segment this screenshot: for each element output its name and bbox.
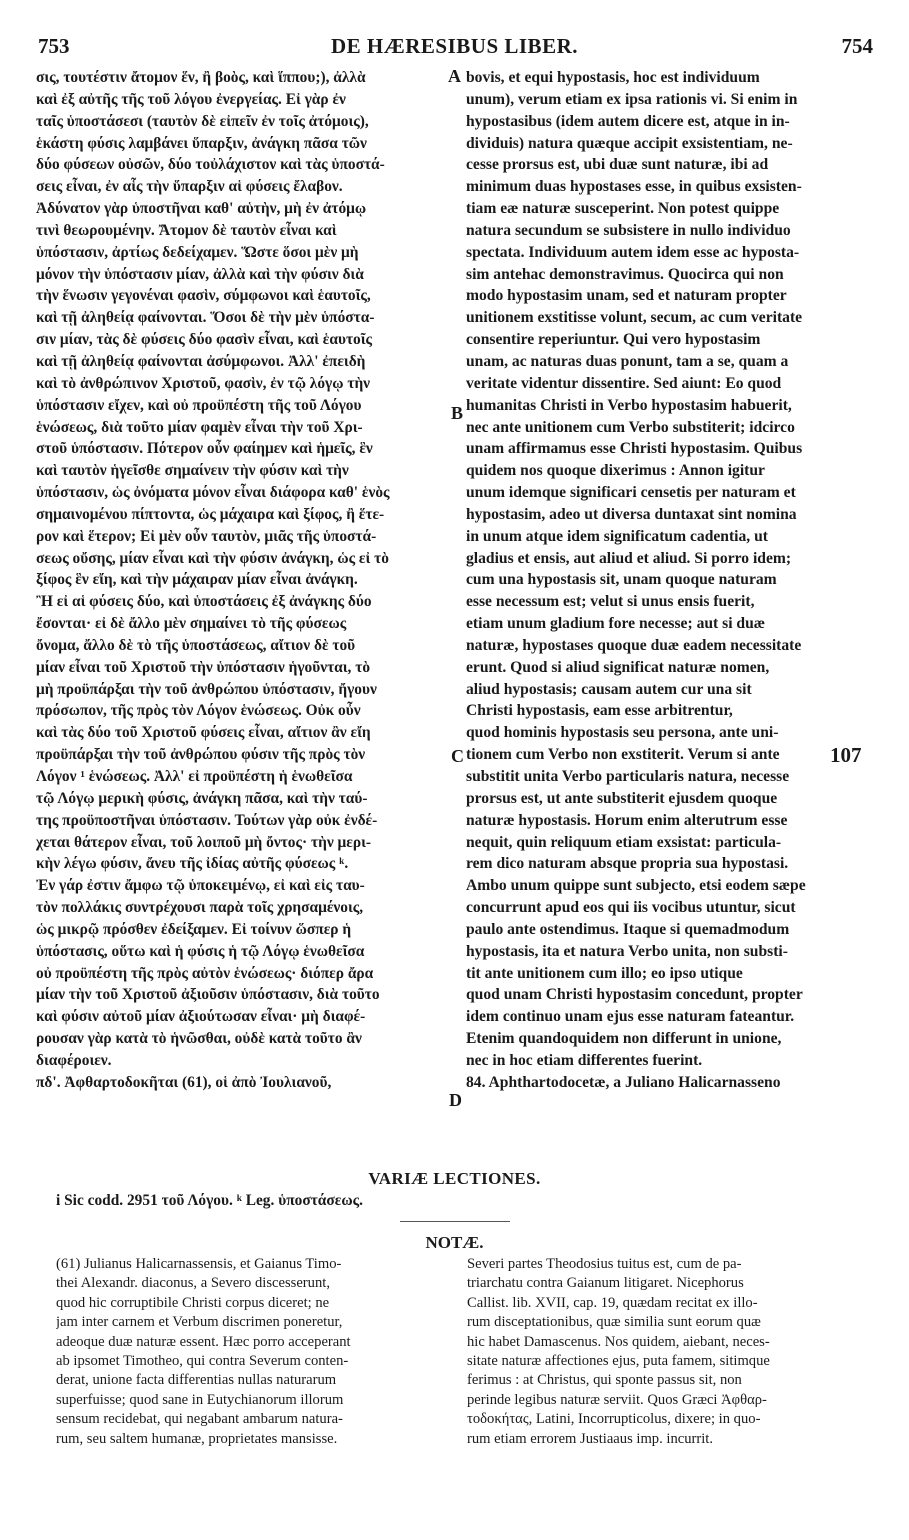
- note-line: rum etiam errorem Justiaaus imp. incurrit.: [467, 1430, 713, 1447]
- greek-text-line: οὐ προϋπέστη τῆς πρὸς αὐτὸν ἑνώσεως· διόπερ ἄρα: [36, 964, 374, 982]
- latin-text-line: modo hypostasim unam, sed et naturam propter: [466, 287, 787, 305]
- greek-text-line: διαφέροιεν.: [36, 1051, 112, 1069]
- latin-text-line: spectata. Individuum autem idem esse ac hyposta-: [466, 243, 800, 261]
- note-line: derat, unione facta differentias nullas naturarum: [56, 1372, 337, 1389]
- latin-text-line: unitionem exstitisse volunt, secum, ac cum veritate: [466, 309, 803, 327]
- note-line: triarchatu contra Gaianum litigaret. Nicephorus: [467, 1275, 744, 1292]
- greek-text-line: καὶ τῇ ἀληθείᾳ φαίνονται ἀσύμφωνοι. Ἀλλ' ἐπειδὴ: [36, 352, 366, 370]
- greek-text-line: προϋπάρξαι τὴν τοῦ ἀνθρώπου φύσιν τῆς πρὸς τὸν: [36, 746, 366, 764]
- latin-text-line: quod hominis hypostasis seu persona, ante uni-: [466, 724, 779, 742]
- note-line: ferimus : at Christus, qui sponte passus sit, non: [467, 1372, 742, 1389]
- right-page-number: 754: [841, 34, 873, 58]
- variae-lectiones-line: i Sic codd. 2951 τοῦ Λόγου. ᵏ Leg. ὑποστάσεως.: [56, 1192, 363, 1209]
- greek-text-line: ὡς μικρῷ πρόσθεν ἐδείξαμεν. Εἰ τοίνυν ὥσπερ ἡ: [36, 920, 352, 938]
- note-line: quod hic corruptibile Christi corpus diceret; ne: [56, 1294, 330, 1311]
- latin-text-line: humanitas Christi in Verbo hypostasim habuerit,: [466, 396, 792, 414]
- latin-text-line: quidem nos quoque dixerimus : Annon igitur: [466, 462, 765, 480]
- note-line: τοδοκήτας, Latini, Incorrupticolus, dixere; in quo-: [467, 1411, 761, 1428]
- greek-text-line: στοῦ ὑπόστασιν. Πότερον οὖν φαίημεν καὶ ἡμεῖς, ἓν: [36, 440, 373, 458]
- note-line: jam inter carnem et Verbum discrimen poneretur,: [56, 1314, 343, 1331]
- latin-text-column: [466, 67, 871, 1094]
- greek-text-line: ξίφος ἓν εἴη, καὶ τὴν μάχαιραν μίαν εἶναι ἀνάγκη.: [36, 571, 358, 589]
- latin-text-line: naturæ, hypostases quoque duæ eadem necessitate: [466, 636, 802, 654]
- greek-text-line: ὑπόστασις, οὕτω καὶ ἡ φύσις ἡ τῷ Λόγῳ ἑνωθεῖσα: [36, 942, 365, 960]
- latin-text-line: prorsus est, ut ante substiterit ejusdem quoque: [466, 789, 778, 807]
- greek-text-line: μὴ προϋπάρξαι τὴν τοῦ ἀνθρώπου ὑπόστασιν, ἤγουν: [36, 680, 377, 698]
- latin-text-line: nequit, quin reliquum etiam exsistat: particula-: [466, 833, 782, 851]
- greek-text-line: ρον καὶ ἕτερον; Εἰ μὲν οὖν ταυτὸν, μιᾶς τῆς ὑποστά-: [36, 527, 377, 545]
- latin-text-line: nec ante unitionem cum Verbo substiterit; idcirco: [466, 418, 795, 436]
- greek-text-line: καὶ φύσιν αὐτοῦ μίαν ἀξιούτωσαν εἶναι· μὴ διαφέ-: [36, 1008, 366, 1026]
- latin-text-line: natura secundum se subsistere in nullo individuo: [466, 221, 791, 239]
- latin-text-line: gladius et ensis, aut aliud et aliud. Si porro idem;: [466, 549, 792, 567]
- latin-text-line: quod unam Christi hypostasim concedunt, propter: [466, 986, 803, 1004]
- note-line: (61) Julianus Halicarnassensis, et Gaianus Timo-: [56, 1256, 342, 1272]
- greek-text-line: ὄνομα, ἄλλο δὲ τὸ τῆς ὑποστάσεως, αἴτιον δὲ τοῦ: [36, 636, 356, 654]
- latin-text-line: etiam unum gladium fore necesse; aut si duæ: [466, 615, 766, 633]
- latin-text-line: tit ante unitionem cum illo; eo ipso utique: [466, 964, 743, 982]
- greek-text-line: Ἐν γάρ ἐστιν ἄμφω τῷ ὑποκειμένῳ, εἰ καὶ εἰς ταυ-: [36, 877, 365, 895]
- greek-text-line: ταῖς ὑποστάσεσι (ταυτὸν δὲ εἰπεῖν ἐν τοῖς ἀτόμοις),: [36, 112, 369, 130]
- running-title: DE HÆRESIBUS LIBER.: [331, 34, 578, 58]
- greek-text-line: χεται θάτερον εἶναι, τοῦ λοιποῦ μὴ ὄντος· τὴν μερι-: [36, 833, 371, 851]
- greek-text-line: τινὶ θεωρουμένην. Ἄτομον δὲ ταυτὸν εἶναι καὶ: [36, 221, 337, 239]
- margin-letter-b: B: [451, 403, 464, 423]
- margin-letter-d: D: [449, 1090, 462, 1110]
- note-line: thei Alexandr. diaconus, a Severo discesserunt,: [56, 1275, 330, 1292]
- greek-text-line: σεις εἶναι, ἐν αἷς τὴν ὕπαρξιν αἱ φύσεις ἔλαβον.: [36, 178, 343, 196]
- note-line: sensum recidebat, qui negabant ambarum natura-: [56, 1411, 343, 1428]
- latin-text-line: concurrunt apud eos qui iis vocibus utuntur, sicut: [466, 899, 796, 917]
- latin-text-line: in unum atque idem significatum cadentia, ut: [466, 527, 768, 545]
- greek-text-line: σημαινομένου πίπτοντα, ὡς μάχαιρα καὶ ξίφος, ἢ ἕτε-: [36, 505, 385, 523]
- greek-text-line: δύο φύσεων οὐσῶν, δύο τοὐλάχιστον καὶ τὰς ὑποστά-: [36, 156, 385, 174]
- greek-text-line: καὶ τὸ ἀνθρώπινον Χριστοῦ, φασὶν, ἐν τῷ λόγῳ τὴν: [36, 374, 371, 392]
- margin-letter-c: C: [451, 746, 464, 766]
- margin-letter-a: A: [448, 66, 461, 86]
- greek-text-line: ρουσαν γὰρ κατὰ τὸ ἡνῶσθαι, οὐδὲ κατὰ τοῦτο ἂν: [36, 1030, 362, 1048]
- greek-text-line: σεως οὔσης, μίαν εἶναι καὶ τὴν φύσιν ἀνάγκη, ὡς εἰ τὸ: [36, 549, 389, 567]
- latin-text-line: veritate videntur dissentire. Sed aiunt: Eo quod: [466, 374, 782, 392]
- latin-text-line: tionem cum Verbo non exstiterit. Verum si ante: [466, 746, 780, 764]
- latin-text-line: unum idemque significari censetis per naturam et: [466, 484, 796, 502]
- latin-text-line: erunt. Quod si aliud significat naturæ nomen,: [466, 658, 770, 676]
- latin-text-line: hypostasim, adeo ut diversa duntaxat sint nomina: [466, 505, 797, 523]
- greek-text-line: ὑπόστασιν εἴχεν, καὶ οὐ προϋπέστη τῆς τοῦ Λόγου: [36, 396, 362, 414]
- column-number: 107: [830, 743, 862, 767]
- latin-text-line: minimum duas hypostases esse, in quibus exsisten-: [466, 178, 802, 196]
- latin-text-line: Ambo unum quippe sunt subjecto, etsi eodem sæpe: [466, 877, 806, 895]
- latin-text-line: tiam eæ naturæ susceperint. Non potest quippe: [466, 200, 780, 218]
- greek-text-line: τῷ Λόγῳ μερικὴ φύσις, ἀνάγκη πᾶσα, καὶ τὴν ταύ-: [36, 789, 368, 807]
- greek-text-line: σιν μίαν, τὰς δὲ φύσεις δύο φασὶν εἶναι, καὶ ἑαυτοῖς: [36, 331, 372, 349]
- greek-text-line: μίαν εἶναι τοῦ Χριστοῦ τὴν ὑπόστασιν ἡγοῦνται, τὸ: [36, 658, 371, 676]
- greek-text-line: πδ'. Ἀφθαρτοδοκῆται (61), οἱ ἀπὸ Ἰουλιανοῦ,: [36, 1073, 332, 1091]
- latin-text-line: unum), verum etiam ex ipsa rationis vi. Si enim in: [466, 90, 798, 108]
- latin-text-line: rem dico naturam absque propria sua hypostasi.: [466, 855, 789, 873]
- notae-heading: NOTÆ.: [425, 1233, 484, 1252]
- left-page-number: 753: [38, 34, 70, 58]
- note-line: Callist. lib. XVII, cap. 19, quædam recitat ex illo-: [467, 1294, 758, 1311]
- greek-text-line: ὑπόστασιν, ἀρτίως δεδείχαμεν. Ὥστε ὅσοι μὲν μὴ: [36, 243, 359, 261]
- latin-text-line: substitit unita Verbo particularis natura, necesse: [466, 768, 790, 785]
- note-line: superfuisse; quod sane in Eutychianorum illorum: [56, 1391, 344, 1408]
- note-line: adeoque duæ naturæ essent. Hæc porro acceperant: [56, 1333, 351, 1350]
- greek-text-line: ἑκάστη φύσις λαμβάνει ὕπαρξιν, ἀνάγκη πᾶσα τῶν: [36, 134, 367, 152]
- greek-text-line: Ἀδύνατον γὰρ ὑποστῆναι καθ' αὑτὴν, μὴ ἐν ἀτόμῳ: [36, 200, 367, 218]
- latin-text-line: Christi hypostasis, eam esse arbitrentur,: [466, 702, 733, 720]
- latin-text-line: idem continuo unam ejus esse naturam fateantur.: [466, 1008, 795, 1026]
- greek-text-column: [36, 67, 458, 1094]
- note-line: rum disceptationibus, quæ similia sunt eorum quæ: [467, 1314, 761, 1331]
- latin-text-line: nec in hoc etiam differentes fuerint.: [466, 1051, 703, 1069]
- latin-text-line: hypostasibus (idem autem dicere est, atque in in-: [466, 112, 790, 130]
- greek-text-line: μίαν τὴν τοῦ Χριστοῦ ἀξιοῦσιν ὑπόστασιν, διὰ τοῦτο: [36, 986, 380, 1004]
- greek-text-line: καὶ τῇ ἀληθείᾳ φαίνονται. Ὅσοι δὲ τὴν μὲν ὑπόστα-: [36, 309, 375, 327]
- latin-text-line: hypostasis, ita et natura Verbo unita, non substi-: [466, 942, 788, 960]
- note-line: hic habet Damascenus. Nos quidem, aiebant, neces-: [467, 1333, 770, 1350]
- greek-text-line: ὑπόστασιν, ὡς ὀνόματα μόνον εἶναι διάφορα καθ' ἑνὸς: [36, 484, 390, 502]
- greek-text-line: Ἢ εἰ αἱ φύσεις δύο, καὶ ὑποστάσεις ἐξ ἀνάγκης δύο: [36, 593, 372, 611]
- greek-text-line: ἔσονται· εἰ δὲ ἄλλο μὲν σημαίνει τὸ τῆς φύσεως: [36, 615, 347, 633]
- greek-text-line: κὴν λέγω φύσιν, ἄνευ τῆς ἰδίας αὐτῆς φύσεως ᵏ.: [36, 855, 349, 873]
- note-line: Severi partes Theodosius tuitus est, cum de pa-: [467, 1256, 742, 1272]
- greek-text-line: ἑνώσεως, διὰ τοῦτο μίαν φαμὲν εἶναι τὴν τοῦ Χρι-: [36, 418, 363, 436]
- latin-text-line: sim antehac demonstravimus. Quocirca qui non: [466, 265, 784, 283]
- greek-text-line: τὴν ἕνωσιν γεγονέναι φασὶν, σύμφωνοι καὶ ἑαυτοῖς,: [36, 287, 371, 305]
- latin-text-line: aliud hypostasis; causam autem cur una sit: [466, 680, 752, 698]
- greek-text-line: της προϋποστῆναι ὑπόστασιν. Τούτων γὰρ οὐκ ἐνδέ-: [36, 811, 378, 829]
- latin-text-line: naturæ hypostasis. Horum enim alterutrum esse: [466, 811, 788, 829]
- notes-right-column: [467, 1255, 872, 1449]
- greek-text-line: μόνον τὴν ὑπόστασιν μίαν, ἀλλὰ καὶ τὴν φύσιν διὰ: [36, 265, 364, 283]
- variae-lectiones-heading: VARIÆ LECTIONES.: [368, 1169, 541, 1188]
- greek-text-line: καὶ ταυτὸν ἡγεῖσθε σημαίνειν τὴν φύσιν καὶ τὴν: [36, 462, 349, 480]
- latin-text-line: bovis, et equi hypostasis, hoc est individuum: [466, 69, 760, 86]
- latin-text-line: cum una hypostasis sit, unam quoque naturam: [466, 571, 777, 589]
- note-line: rum, seu saltem humanæ, proprietates mansisse.: [56, 1430, 338, 1447]
- latin-text-line: esse necessum est; velut si unus ensis fuerit,: [466, 593, 755, 611]
- greek-text-line: σις, τουτέστιν ἄτομον ἕν, ἢ βοὸς, καὶ ἵππου;), ἀλλὰ: [36, 69, 366, 86]
- latin-text-line: unam, ac naturas duas ponunt, tam a se, quam a: [466, 352, 789, 370]
- greek-text-line: τὸν πολλάκις συντρέχουσι παρὰ τοῖς χρησαμένοις,: [36, 899, 364, 917]
- note-line: ab ipsomet Timotheo, qui contra Severum conten-: [56, 1352, 349, 1369]
- latin-text-line: unam affirmamus esse Christi hypostasim. Quibus: [466, 440, 803, 458]
- section-rule: [400, 1221, 510, 1222]
- greek-text-line: πρόσωπον, τῆς πρὸς τὸν Λόγον ἑνώσεως. Οὐκ οὖν: [36, 702, 361, 720]
- note-line: perinde legibus naturæ serviit. Quos Græci Ἀφθαρ-: [467, 1391, 767, 1408]
- greek-text-line: καὶ τὰς δύο τοῦ Χριστοῦ φύσεις εἶναι, αἴτιον ἂν εἴη: [36, 724, 371, 742]
- latin-text-line: paulo ante ostendimus. Itaque si quemadmodum: [466, 920, 790, 938]
- greek-text-line: Λόγον ¹ ἑνώσεως. Ἀλλ' εἰ προϋπέστη ἡ ἑνωθεῖσα: [36, 768, 353, 785]
- latin-text-line: cesse prorsus est, ubi duæ sunt naturæ, ibi ad: [466, 156, 769, 174]
- latin-text-line: Etenim quandoquidem non differunt in unione,: [466, 1030, 782, 1048]
- greek-text-line: καὶ ἐξ αὐτῆς τῆς τοῦ λόγου ἐνεργείας. Εἰ γὰρ ἐν: [36, 90, 346, 108]
- notes-left-column: [56, 1255, 456, 1449]
- latin-text-line: 84. Aphthartodocetæ, a Juliano Halicarnasseno: [466, 1073, 781, 1091]
- note-line: sitate naturæ affectiones ejus, puta famem, sitimque: [467, 1352, 770, 1369]
- latin-text-line: dividuis) natura quæque accipit exsistentiam, ne-: [466, 134, 793, 152]
- latin-text-line: consentire reperiuntur. Qui vero hypostasim: [466, 331, 761, 349]
- running-header: [36, 34, 873, 68]
